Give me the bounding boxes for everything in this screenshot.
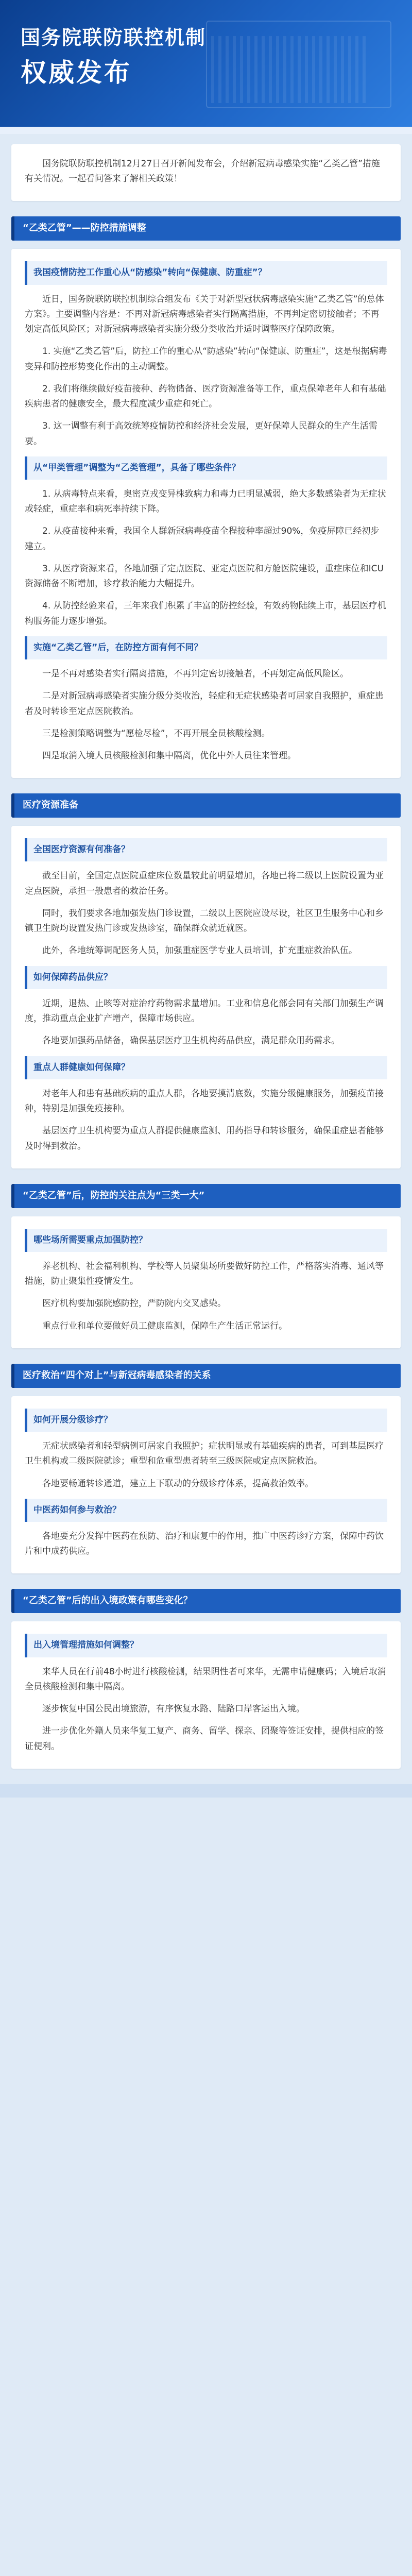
section-card (11, 249, 401, 778)
answer-paragraph: 1. 实施“乙类乙管”后，防控工作的重心从“防感染”转向“保健康、防重症”，这是根据病毒变异和防控形势变化作出的主动调整。 (25, 346, 387, 372)
answer-paragraph: 二是对新冠病毒感染者实施分级分类收治，轻症和无症状感染者可居家自我照护，重症患者及时转诊至定点医院救治。 (25, 691, 384, 717)
question-heading: 出入境管理措施如何调整？ (25, 1634, 387, 1657)
section-card (11, 826, 401, 1168)
answer-paragraph: 此外，各地统筹调配医务人员，加强重症医学专业人员培训，扩充重症救治队伍。 (42, 945, 357, 956)
answer-paragraph: 各地要畅通转诊通道，建立上下联动的分级诊疗体系，提高救治效率。 (42, 1478, 314, 1489)
section-title: “乙类乙管”后，防控的关注点为“三类一大” (11, 1184, 401, 1208)
question-heading: 从“甲类管理”调整为“乙类管理”，具备了哪些条件？ (25, 456, 387, 480)
answer-paragraph: 进一步优化外籍人员来华复工复产、商务、留学、探亲、团聚等签证安排，提供相应的签证便利。 (25, 1726, 384, 1752)
question-heading: 中医药如何参与救治？ (25, 1499, 387, 1522)
answer-paragraph: 4. 从防控经验来看，三年来我们积累了丰富的防控经验，有效药物陆续上市，基层医疗机构服务能力逐步增强。 (25, 601, 386, 626)
question-heading: 哪些场所需要重点加强防控？ (25, 1229, 387, 1252)
question-heading: 实施“乙类乙管”后，在防控方面有何不同？ (25, 636, 387, 659)
answer-paragraph: 对老年人和患有基础疾病的重点人群，各地要摸清底数，实施分级健康服务，加强疫苗接种，特别是加强免疫接种。 (25, 1088, 384, 1114)
footer-strip (0, 1784, 412, 1798)
intro-card (11, 144, 401, 201)
answer-paragraph: 三是检测策略调整为“愿检尽检”，不再开展全员核酸检测。 (42, 728, 270, 739)
header-subtitle: 权威发布 (21, 57, 132, 88)
answer-paragraph: 3. 从医疗资源来看，各地加强了定点医院、亚定点医院和方舱医院建设，重症床位和ICU资源储备不断增加，诊疗救治能力大幅提升。 (25, 563, 384, 589)
answer-paragraph: 各地要加强药品储备，确保基层医疗卫生机构药品供应，满足群众用药需求。 (42, 1036, 340, 1046)
section-title: “乙类乙管”——防控措施调整 (11, 216, 401, 241)
answer-paragraph: 1. 从病毒特点来看，奥密克戎变异株致病力和毒力已明显减弱，绝大多数感染者为无症状或轻症，重症率和病死率持续下降。 (25, 489, 386, 515)
answer-paragraph: 同时，我们要求各地加强发热门诊设置，二级以上医院应设尽设，社区卫生服务中心和乡镇卫生院均设置发热门诊或发热诊室，确保群众就近就医。 (25, 908, 384, 934)
sections-container (0, 216, 412, 1768)
answer-paragraph: 逐步恢复中国公民出境旅游，有序恢复水路、陆路口岸客运出入境。 (42, 1704, 305, 1715)
answer-paragraph: 截至目前，全国定点医院重症床位数量较此前明显增加，各地已将二级以上医院设置为亚定点医院，承担一般患者的救治任务。 (25, 871, 384, 896)
question-heading: 如何保障药品供应？ (25, 966, 387, 989)
intro-text: 国务院联防联控机制12月27日召开新闻发布会，介绍新冠病毒感染实施“乙类乙管”措施有关情况。一起看问答来了解相关政策！ (25, 159, 380, 184)
answer-paragraph: 基层医疗卫生机构要为重点人群提供健康监测、用药指导和转诊服务，确保重症患者能够及时得到救治。 (25, 1126, 384, 1151)
question-heading: 重点人群健康如何保障？ (25, 1056, 387, 1079)
question-heading: 如何开展分级诊疗？ (25, 1409, 387, 1432)
answer-paragraph: 重点行业和单位要做好员工健康监测，保障生产生活正常运行。 (42, 1320, 287, 1331)
header-title: 国务院联防联控机制 (21, 26, 207, 49)
section-title: 医疗救治“四个对上”与新冠病毒感染者的关系 (11, 1364, 401, 1388)
section-card (11, 1621, 401, 1768)
answer-paragraph: 一是不再对感染者实行隔离措施，不再判定密切接触者，不再划定高低风险区。 (42, 669, 349, 680)
answer-paragraph: 2. 从疫苗接种来看，我国全人群新冠病毒疫苗全程接种率超过90%，免疫屏障已经初步建立。 (25, 526, 380, 552)
answer-paragraph: 四是取消入境人员核酸检测和集中隔离，优化中外人员往来管理。 (42, 751, 296, 761)
answer-paragraph: 无症状感染者和轻型病例可居家自我照护；症状明显或有基础疾病的患者，可到基层医疗卫生机构或二级医院就诊；重型和危重型患者转至三级医院或定点医院救治。 (25, 1441, 384, 1467)
answer-paragraph: 医疗机构要加强院感防控，严防院内交叉感染。 (42, 1298, 226, 1309)
section-title: 医疗资源准备 (11, 793, 401, 818)
header-banner (0, 0, 412, 134)
header-pattern (211, 36, 366, 103)
section-card (11, 1396, 401, 1574)
answer-paragraph: 3. 这一调整有利于高效统筹疫情防控和经济社会发展，更好保障人民群众的生产生活需要。 (25, 421, 377, 447)
answer-paragraph: 近日，国务院联防联控机制综合组发布《关于对新型冠状病毒感染实施“乙类乙管”的总体方案》。主要调整内容是：不再对新冠病毒感染者实行隔离措施，不再判定密切接触者；不再划定高低风险区；对新冠病毒感染者实施分级分类收治并适时调整医疗保障政策。 (25, 294, 384, 335)
answer-paragraph: 近期，退热、止咳等对症治疗药物需求量增加。工业和信息化部会同有关部门加强生产调度，推动重点企业扩产增产，保障市场供应。 (25, 998, 384, 1024)
section-title: “乙类乙管”后的出入境政策有哪些变化？ (11, 1589, 401, 1613)
answer-paragraph: 2. 我们将继续做好疫苗接种、药物储备、医疗资源准备等工作，重点保障老年人和有基础疾病患者的健康安全，最大程度减少重症和死亡。 (25, 383, 386, 410)
section-card (11, 1216, 401, 1348)
question-heading: 全国医疗资源有何准备？ (25, 838, 387, 861)
question-heading: 我国疫情防控工作重心从“防感染”转向“保健康、防重症”？ (25, 261, 387, 284)
answer-paragraph: 来华人员在行前48小时进行核酸检测，结果阴性者可来华，无需申请健康码；入境后取消全员核酸检测和集中隔离。 (25, 1666, 386, 1692)
answer-paragraph: 养老机构、社会福利机构、学校等人员聚集场所要做好防控工作，严格落实消毒、通风等措施，防止聚集性疫情发生。 (25, 1261, 384, 1287)
header-stripe (0, 127, 412, 134)
answer-paragraph: 各地要充分发挥中医药在预防、治疗和康复中的作用，推广中医药诊疗方案，保障中药饮片和中成药供应。 (25, 1531, 384, 1557)
